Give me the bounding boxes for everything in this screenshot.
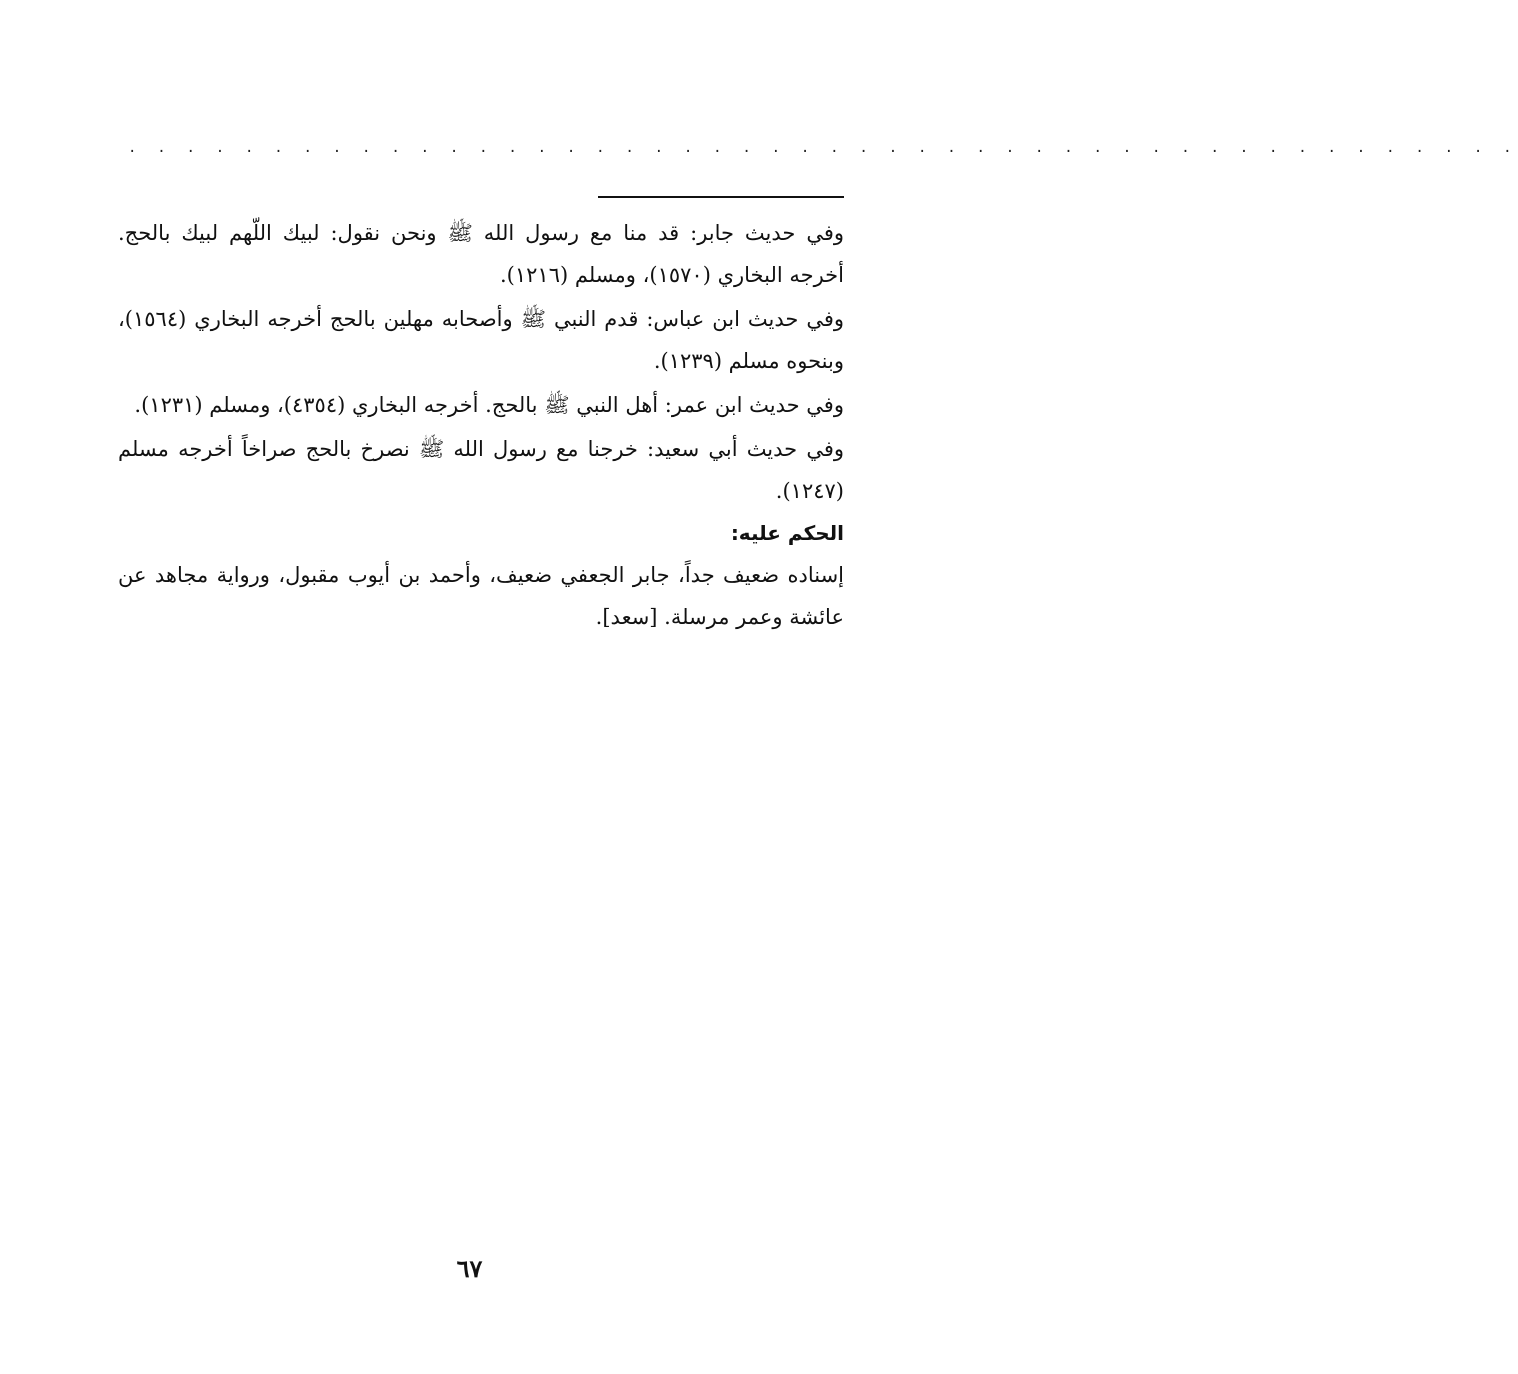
page-number: ٦٧	[456, 1254, 483, 1283]
footnote-rule	[598, 196, 844, 198]
ruling-text: إسناده ضعيف جداً، جابر الجعفي ضعيف، وأحمد بن أيوب مقبول، ورواية مجاهد عن عائشة وعمر مرسلة. [سعد].	[118, 563, 844, 629]
hadith-abu-said-paragraph: وفي حديث أبي سعيد: خرجنا مع رسول الله ﷺ نصرخ بالحج صراخاً أخرجه مسلم (١٢٤٧).	[118, 437, 844, 503]
dotted-separator: . . . . . . . . . . . . . . . . . . . . . . . . . . . . . . . . . . . . . . . . . . . . . . . .	[128, 140, 1518, 156]
hadith-jabir-paragraph: وفي حديث جابر: قد منا مع رسول الله ﷺ ونحن نقول: لبيك اللّهم لبيك بالحج. أخرجه البخاري (١٥٧٠)، ومسلم (١٢١٦).	[118, 221, 844, 287]
ruling-heading: الحكم عليه:	[730, 521, 844, 545]
page-body	[118, 212, 844, 638]
hadith-ibn-abbas-paragraph: وفي حديث ابن عباس: قدم النبي ﷺ وأصحابه مهلين بالحج أخرجه البخاري (١٥٦٤)، وبنحوه مسلم (١٢٣٩).	[118, 307, 844, 373]
hadith-ibn-umar-paragraph: وفي حديث ابن عمر: أهل النبي ﷺ بالحج. أخرجه البخاري (٤٣٥٤)، ومسلم (١٢٣١).	[134, 393, 844, 417]
